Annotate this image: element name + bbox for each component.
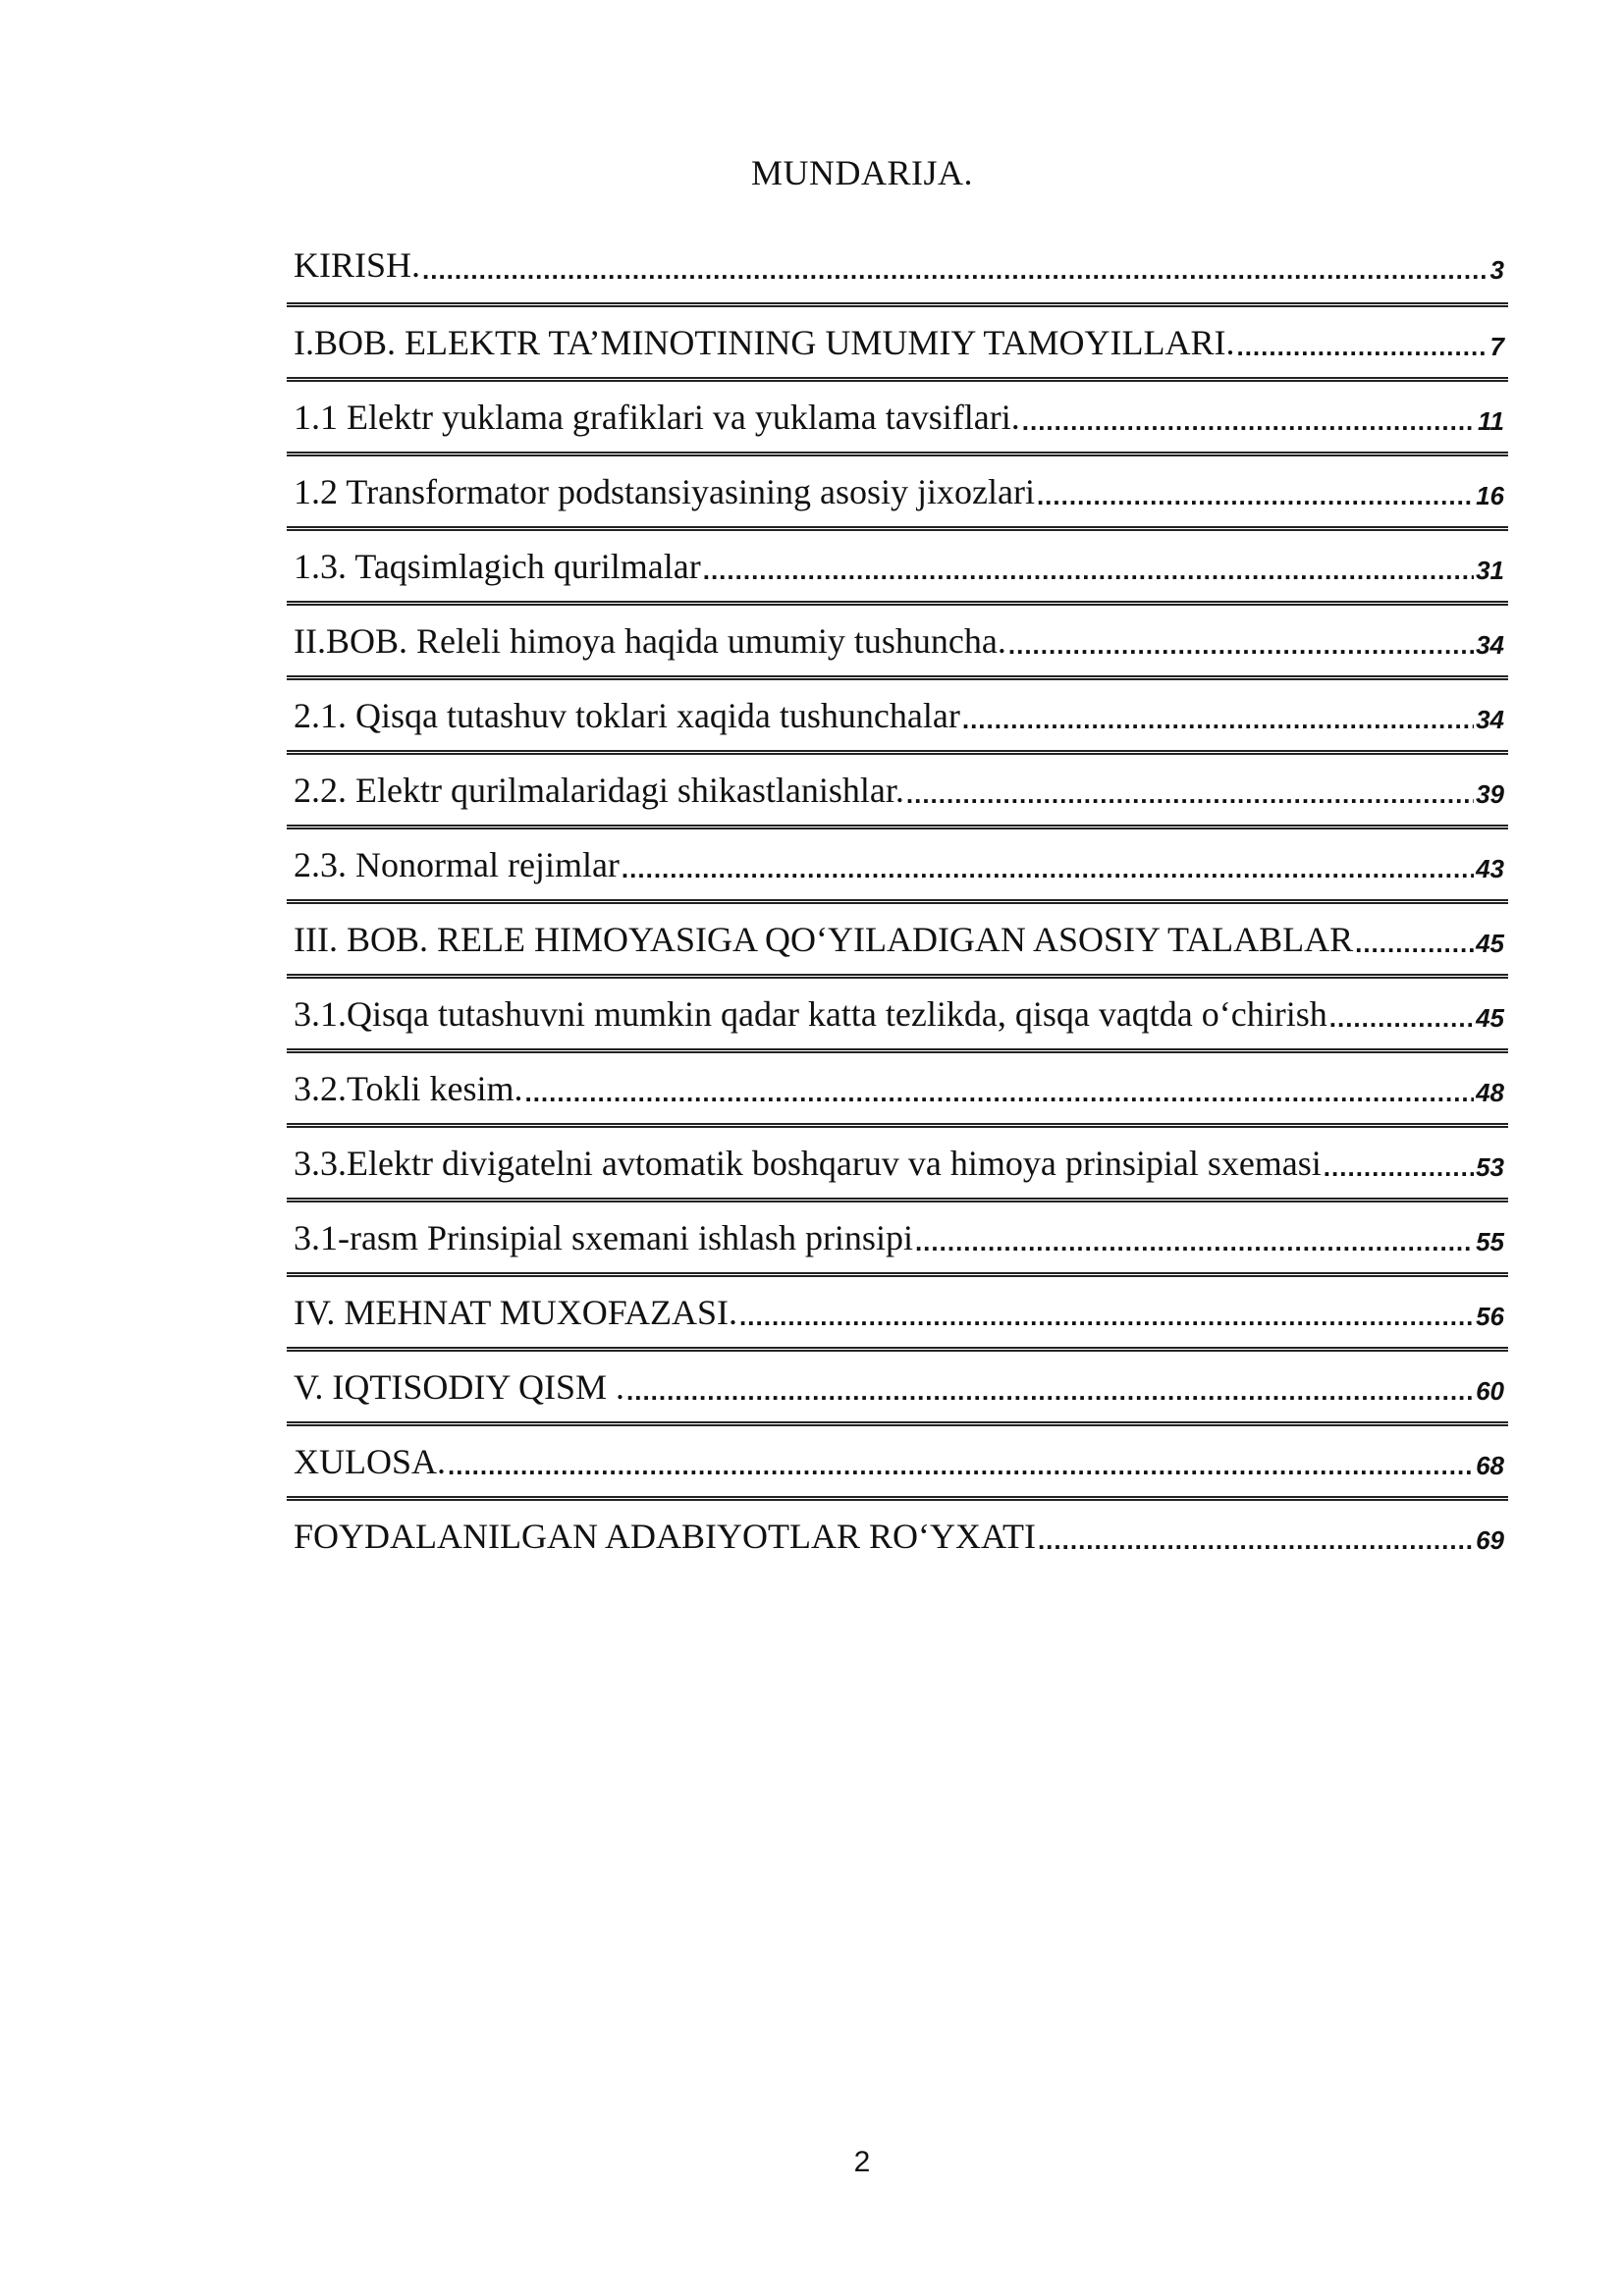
toc-entry-label: FOYDALANILGAN ADABIYOTLAR RO‘YXATI [294, 1516, 1036, 1556]
dot-leader [1038, 1525, 1474, 1556]
toc-entry[interactable] [287, 452, 1508, 526]
toc-entry-page: 48 [1476, 1078, 1504, 1107]
toc-entry-page: 56 [1476, 1302, 1504, 1331]
toc-entry-page: 43 [1476, 854, 1504, 883]
dot-leader [1236, 332, 1488, 362]
toc-entry[interactable] [287, 825, 1508, 899]
toc-entry[interactable] [287, 1198, 1508, 1272]
toc-entry-label: II.BOB. Releli himoya haqida umumiy tushuncha. [294, 620, 1006, 661]
toc-entry-label: 2.3. Nonormal rejimlar [294, 844, 620, 884]
toc-title: MUNDARIJA. [750, 153, 973, 192]
toc-entry[interactable] [287, 974, 1508, 1048]
toc-entry-label: I.BOB. ELEKTR TA’MINOTINING UMUMIY TAMOYILLARI. [294, 322, 1235, 362]
toc-entry-label: KIRISH. [294, 245, 421, 285]
dot-leader [1355, 929, 1474, 959]
toc-entry-label: 1.1 Elektr yuklama grafiklari va yuklama tavsiflari. [294, 397, 1020, 437]
toc-entry-label: 3.3.Elektr divigatelni avtomatik boshqaruv va himoya prinsipial sxemasi [294, 1143, 1322, 1183]
dot-leader [915, 1227, 1474, 1257]
toc-entry-page: 55 [1476, 1227, 1504, 1256]
toc-entry-page: 68 [1476, 1451, 1504, 1480]
toc-entry[interactable] [287, 750, 1508, 825]
toc-entry[interactable] [287, 526, 1508, 601]
dot-leader [1022, 406, 1476, 437]
toc-entry-label: 1.2 Transformator podstansiyasining asosiy jixozlari [294, 471, 1035, 511]
dot-leader [1037, 481, 1474, 511]
toc-entry-page: 60 [1476, 1376, 1504, 1406]
toc-entry-page: 16 [1476, 481, 1504, 510]
toc-entry[interactable] [287, 601, 1508, 675]
toc-entry-page: 34 [1476, 705, 1504, 734]
toc-entry-label: 2.2. Elektr qurilmalaridagi shikastlanishlar. [294, 770, 904, 810]
toc-entry-label: 1.3. Taqsimlagich qurilmalar [294, 546, 701, 586]
table-of-contents [287, 228, 1508, 1571]
toc-entry-page: 53 [1476, 1152, 1504, 1182]
dot-leader [1008, 630, 1474, 661]
toc-entry-page: 39 [1476, 779, 1504, 809]
toc-entry-label: 3.1-rasm Prinsipial sxemani ishlash prinsipi [294, 1217, 913, 1257]
dot-leader [703, 556, 1474, 586]
toc-entry[interactable] [287, 228, 1508, 302]
dot-leader [739, 1302, 1474, 1332]
toc-entry-label: 2.1. Qisqa tutashuv toklari xaqida tushunchalar [294, 695, 960, 735]
toc-entry[interactable] [287, 1421, 1508, 1496]
toc-entry-label: 3.2.Tokli kesim. [294, 1068, 523, 1108]
toc-entry-page: 7 [1489, 332, 1504, 361]
toc-entry[interactable] [287, 377, 1508, 452]
toc-entry[interactable] [287, 899, 1508, 974]
dot-leader [626, 1376, 1474, 1407]
toc-entry[interactable] [287, 1347, 1508, 1421]
toc-entry[interactable] [287, 1123, 1508, 1198]
page-number: 2 [853, 2146, 871, 2178]
dot-leader [622, 854, 1474, 884]
dot-leader [1324, 1152, 1474, 1183]
toc-entry-page: 11 [1478, 406, 1504, 436]
toc-entry[interactable] [287, 675, 1508, 750]
toc-entry-page: 3 [1489, 254, 1504, 285]
toc-entry-page: 34 [1476, 630, 1504, 660]
toc-entry-label: III. BOB. RELE HIMOYASIGA QO‘YILADIGAN ASOSIY TALABLAR [294, 919, 1354, 959]
dot-leader [422, 255, 1489, 286]
toc-entry[interactable] [287, 1496, 1508, 1571]
toc-entry-label: V. IQTISODIY QISM . [294, 1366, 625, 1407]
toc-entry-page: 45 [1476, 1003, 1504, 1033]
toc-entry[interactable] [287, 1272, 1508, 1347]
dot-leader [1329, 1003, 1474, 1034]
toc-entry[interactable] [287, 1048, 1508, 1123]
dot-leader [524, 1078, 1474, 1108]
dot-leader [448, 1451, 1474, 1481]
dot-leader [906, 779, 1474, 810]
toc-entry-page: 45 [1476, 929, 1504, 958]
toc-entry-page: 69 [1476, 1525, 1504, 1555]
toc-entry-label: XULOSA. [294, 1441, 447, 1481]
toc-entry[interactable] [287, 302, 1508, 377]
toc-entry-label: 3.1.Qisqa tutashuvni mumkin qadar katta tezlikda, qisqa vaqtda o‘chirish [294, 993, 1327, 1034]
dot-leader [962, 705, 1474, 735]
toc-entry-label: IV. MEHNAT MUXOFAZASI. [294, 1292, 738, 1332]
toc-entry-page: 31 [1476, 556, 1504, 585]
